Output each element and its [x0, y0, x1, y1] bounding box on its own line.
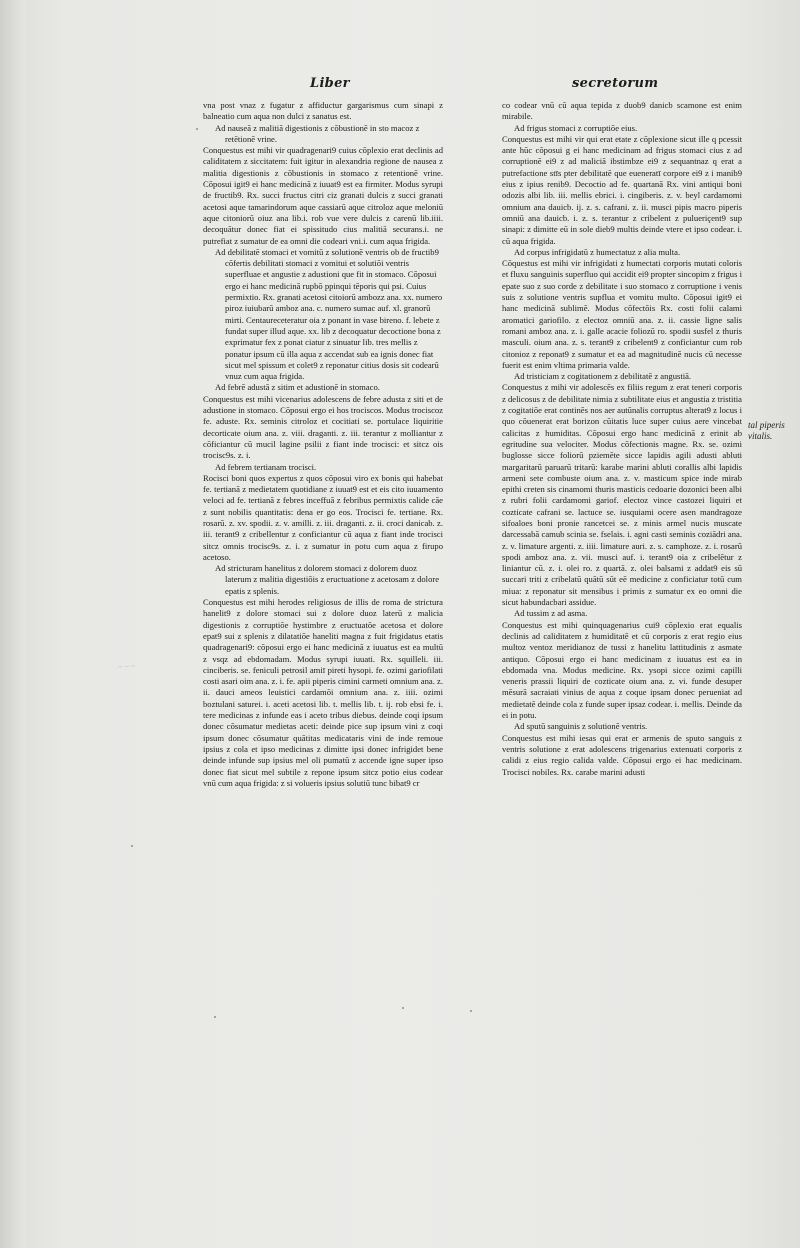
paragraph: Conquestus z mihi vir adolescēs ex filiis regum z erat teneri corporis z delicosus z de debilitate nimia z subtilitate eius et angustia z tristitia z cogitatiōe erat continēs nos aer autūnalis corruptus alterat9 z locus i quo cōuenerat erat borizon cūitatis luce super cuius aere vincebat calicitas z humiditas. Cōposui ergo hanc medicinā z erinit ab egritudine sua velociter. Modus cōfectionis magne. Rx. se. ozimi buglosse sicce foliorū pziemēte sicce lapidis agili adusti abluti margaritarū paruarū tritarū: karabe marini abluti corallis albi lapidis armeni sete combuste oium ana. z. v. masticum spice inde mirab epithi creten sis cinamomi thuris masticis cedoarie dozonici been albi z rubri folii cardamomi gariof. electoz vince castozei liquiri et cozticate cafrani se. lactuce se. iusquiami ocere asen mandragoze sifoaloes boni pronie rancetcei se. z minis armel nucis muscate darcessabā camub scinia se. fselais. i. agni casti seminis coziādri ana. z. v. limature argenti. z. iiii. limature auri. z. s. camphoze. z. i. rosarū spodi amboz ana. z. vii. musci auf. i. terant9 oia z cribelētur z liniantur cū. z. i. olei ro. z quartā. z. olei balsami z addat9 eis sū succari triti z cribelatū quātū sūt eē medicine z conficiatur totū cum miua: z reponatur sit mensibus i primis z sumatur ex eo omni die sicut habundacbari assidue. [502, 382, 742, 608]
rubric-heading: Ad febrē adustā z sitim et adustionē in stomaco. [215, 382, 380, 393]
paragraph: Conquestus est mihi vir qui erat etate z cōplexione sicut ille q pcessit ante hūc cōposui g ei hanc medicinam ad frigus stomaci cius z ad corruptionē ei9 z ad maliciā ibstimbze ei9 z sequantnaz q erat a putrefactione stīs pter debilitatē que eueneratī corpore ei9 z i manib9 eius z ipius renib9. Decoctio ad fe. quartanā Rx. vini antiqui boni odozis albi lib. iii. mellis ebrici. i. cingiberis. z. v. beyl cardamomi omnium ana dauicb. ij. z. s. cafrani. z. ii. musci pipis macro piperis omniū ana dauicb. i. z. s. terantur z cribelent z pulueriçent9 sup sinapi: z dimitte eū in sole dieb9 multis deinde vtere et ipso codear. i. cū aqua frigida. [502, 133, 742, 246]
faint-marginal-ink: ~ ~ ~ [117, 661, 136, 672]
rubric-heading: Ad frigus stomaci z corruptiōe eius. [514, 122, 638, 133]
rubric-heading: Ad sputū sanguinis z solutionē ventris. [514, 721, 648, 732]
paragraph: Conquestus est mihi herodes religiosus de illis de roma de strictura hanelit9 z dolore stomaci sui z dolore duoz laterū z malicia digestionis z corruptiōe hystimbre z eructuatōe acetosa et dolore epat9 sui z splenis z dilatatiōe haneliti magna z fuit frigidatus etatis quadragenari9: cōposui ergo ei hanc medicinā z iuuatus est ea multū z vsqz ad ebdomadam. Modus syrupi iuuati. Rx. squilleli. iii. cinciberis. se. feniculi petrosil amiī pireti hysopi. fe. ozimi gariofilati costi asari oim ana. z. i. fe. apii piperis cimini carmeti omnium ana. z. ii. dauci ameos leuistici cardamōi omnium ana. z. iiii. ozimi boztulani saturei. i. aceti acetosi lib. t. mellis lib. t. ij. rob ebsi fe. i. tere medicinas z infunde eas i aceto tribus diebus. deinde coqi ipsum donec cōsumatur medietas aceti: deinde pice sup ipsum vini z coqi ipsum donec cōsumatur quātitas medicataris vini de inde remoue ipsius z cola et ipso medicinas z dimitte ipsi donec infrigidet bene deinde infunde sup ipsius mel oli pumatū z accende igne super ipso donec fiat sicut mel subtile z repone ipsum sitcz potio eius codear vnū cum aqua frigida: z si volueris ipsius solutiū tunc bibat9 cr [203, 597, 443, 788]
paragraph: Conquestus est mihi vicenarius adolescens de febre adusta z siti et de adustione in stomaco. Cōposui ergo ei hos trociscos. Modus trociscoz fe. aduste. Rx. seminis citroloz et cocitiati se. portulace liquiritie decorticate oium ana. z. viii. draganti. z. iii. terantur z molliantur z cōficiantur cū mucil lagine psilii z fiant inde trocisci: et sitcz ois trocisc9s. z. i. [203, 393, 443, 461]
page-gutter [0, 0, 26, 1248]
rubric-heading: Ad tussim z ad asma. [514, 608, 588, 619]
running-header-left: Liber [310, 76, 350, 91]
ink-speck [131, 845, 133, 847]
paragraph: vna post vnaz z fugatur z affiductur gargarismus cum sinapi z balneatio cum aqua non dulci z sanatus est. [203, 100, 443, 122]
paragraph: co codear vnū cū aqua tepida z duob9 danicb scamone est enim mirabile. [502, 100, 742, 122]
marginal-note-right: tal piperis vitalis. [748, 420, 785, 441]
ink-speck [196, 128, 198, 130]
rubric-heading: Ad febrem tertianam trocisci. [215, 461, 317, 472]
rubric-heading: Ad tristiciam z cogitationem z debilitatē z angustiā. [514, 371, 692, 382]
rubric-heading: Ad nauseā z malitiā digestionis z cōbustionē in sto macoz z retētionē vrine. [215, 122, 420, 144]
paragraph: Rocisci boni quos expertus z quos cōposui viro ex bonis qui habebat fe. tertianā z medietatem quotidiane z iuuat9 est et eis cito iuuamento veloci ad fe. tertianā z febres inceffuā z febribus permixtis calide cāe z sunt nobilis quantitatis: dena er go eos. Trocisci fe. tertiane. Rx. rosarū. z. xv. spodii. z. v. amilli. z. iii. draganti. z. ii. croci danicab. z. iii. terant9 z cribellentur z conficiantur cū aqua z fiant inde trocisci sitcz omnis trocisc9s. z. i. z sumatur in potu cum aqua z firupo acetoso. [203, 472, 443, 562]
ink-speck [402, 1007, 404, 1009]
text-column-right [502, 100, 742, 778]
paragraph: Conquestus est mihi iesas qui erat er armenis de sputo sanguis z ventris solutione z erat adolescens trigenarius extenuati corporis z calidi z eius regio calida valde. Cōposui ergo ei hac medicinam. Trocisci nobiles. Rx. carabe marini adusti [502, 732, 742, 777]
ink-speck [214, 1016, 216, 1018]
rubric-heading: Ad debilitatē stomaci et vomitū z solutionē ventris ob de fructib9 cōfertis debilitati stomaci z vomitui et solutiōi ventris superfluae et angustie z adustioni que fit in stomaco. Cōposui ergo ei hanc medicinā rupbō ppinqui tēporis qui psi. Cuius permixtio. Rx. granati acetosi citoiorū ambozz ana. xx. numero piroz iuiubarū amboz ana. c. numero sumac auf. xl. granorū mirti. Centaureceteratur oia z ponant in vase bireno. f. lebete z fundat super illud aque. xx. lib z decoquatur decoctione bona z exprimatur fex z ponat ciatur z sinuatur lib. tres mellis z ponatur ipsum cū illa aqua z accendat sub ea ignis donec fiat sicut mel spissum et colet9 z reponatur citius dosis sit codearū vnuz cum aqua frigida. [215, 246, 443, 382]
ink-speck [470, 1010, 472, 1012]
paragraph: Conquestus est mihi quinquagenarius cui9 cōplexio erat equalis declinis ad caliditatem z humiditatē et cū corporis z erat regio eius multoz ventoz meridianoz de tussi z hanelitu lattitudinis z asmate antiquo. Cōposui ergo ei hanc medicinam z iuuatus est ea in ebdomada vna. Modus medicine. Rx. ysopi sicce ozimi capilli veneris prassii liquiri de cozticate oium ana. z. vi. funde desuper mēsurā sacraiati vinius de aqua z coque ipsam donec perueniat ad medietatē deinde cola z funde super ipsaz codear. i. mellis. Deinde da ei in potu. [502, 619, 742, 721]
paragraph: Conquestus est mihi vir quadragenari9 cuius cōplexio erat declinis ad caliditatem z siccitatem: fuit igitur in alexandria regione de nausea z malitia digestionis z cōbustionis in stomaco z retentionē vrine. Cōposui igit9 ei hanc medicinā z iuuat9 est ea firmiter. Modus syrupi de fructib9. Rx. succi fructus citri ciz granati dulcis z succi granati acetosi aque tamarindorum aque cassiarū aque citroloz aque meloniū aque citoniorū oiuz ana lib.i. rob vue vere dulcis z carenū lib.iiii. decoquātur donec fiat ei spissitudo cius malitiā securans.i. ne putrefiat z sumatur de ea omni die codeari vni.i. cum aqua frigida. [203, 145, 443, 246]
text-column-left [203, 100, 443, 789]
rubric-heading: Ad stricturam hanelitus z dolorem stomaci z dolorem duoz laterum z malitia digestiōis z eructuatione z acetosam z dolore epatis z splenis. [215, 563, 440, 596]
running-header-right: secretorum [572, 76, 659, 91]
paragraph: Cōquestus est mihi vir infrigidati z humectati corporis mutati coloris et fluxu sanguinis superfluo qui accidit ei9 propter sincopim z frigus i epate suo z suo corde z debilitate i suo stomaco z corruptione i venis suis z solutione ventris supflua et vomitu multo. Cōposui igit9 ei hanc medicinā sublimē. Modus cōfectōis Rx. costi folii calami aromatici gariofilo. z electoz omniū ana. z. ii. cassie ligne salis romani amboz ana. z. i. galle acacie foliozū ro. spodii susfel z thuris masculi. oium ana. z. s. terant9 z cribelent9 z conficiantur cum rob citonioz z reponat9 z sumatur et ea ad magnitudinē nucis cū necesse fuerit est enim vltima primaria valde. [502, 258, 742, 370]
rubric-heading: Ad corpus infrigidatū z humectatuz z alia multa. [514, 246, 681, 257]
